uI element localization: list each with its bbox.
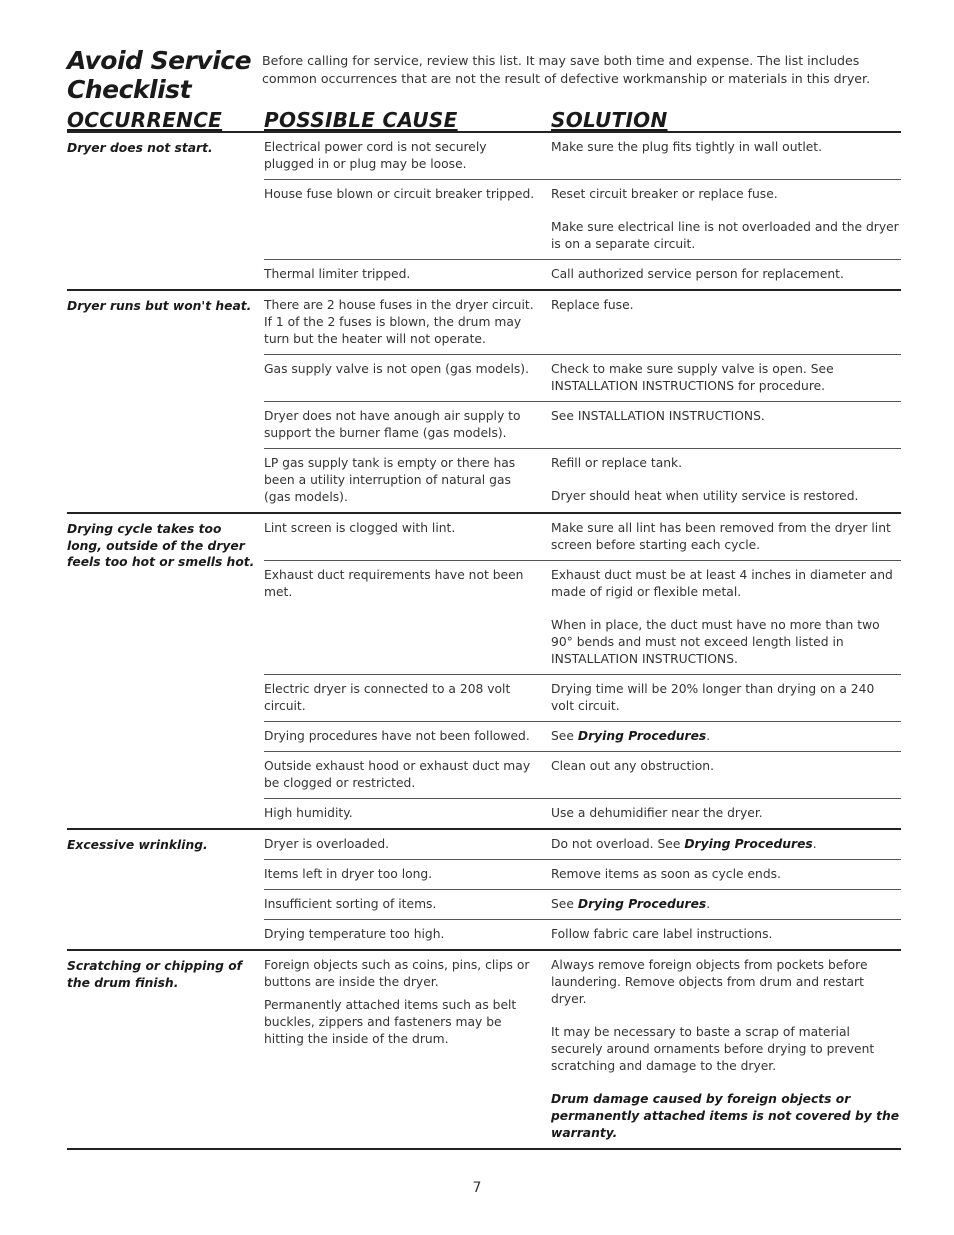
occurrence-group — [67, 951, 901, 1150]
possible-cause: Dryer is overloaded. — [264, 837, 390, 851]
occurrence-label: Dryer does not start. — [67, 141, 213, 155]
solutions — [551, 799, 901, 828]
possible-cause: LP gas supply tank is empty or there has been a utility interruption of natural gas (gas models). — [264, 456, 516, 504]
solutions — [551, 291, 901, 354]
solutions — [551, 920, 901, 949]
intro-text: Before calling for service, review this list. It may save both time and expense. The list includes common occurrences that are not the result of defective workmanship or materials in this dryer. — [262, 53, 871, 86]
solution-text: Clean out any obstruction. — [551, 759, 714, 773]
possible-cause: Foreign objects such as coins, pins, clips or buttons are inside the dryer. Permanently attached items such as belt buckles, zippers and fasteners may be hitting the inside of the drum. — [264, 958, 530, 1046]
occurrence-label: Dryer runs but won't heat. — [67, 299, 252, 313]
possible-cause: High humidity. — [264, 806, 353, 820]
solution-text: Dryer should heat when utility service is restored. — [551, 489, 859, 503]
solutions — [551, 260, 901, 289]
solution-text: Always remove foreign objects from pockets before laundering. Remove objects from drum and restart dryer. — [551, 958, 868, 1006]
header-possible-cause: POSSIBLE CAUSE — [264, 108, 458, 132]
solution-text: Follow fabric care label instructions. — [551, 927, 773, 941]
possible-cause: Gas supply valve is not open (gas models). — [264, 362, 530, 376]
column-headers — [67, 105, 901, 133]
header-block — [67, 46, 901, 104]
table-row — [264, 560, 901, 674]
table-row — [264, 889, 901, 919]
warranty-note: Drum damage caused by foreign objects or permanently attached items is not covered by the warranty. — [551, 1092, 900, 1140]
table-row — [264, 354, 901, 401]
solution-text: Make sure electrical line is not overloaded and the dryer is on a separate circuit. — [551, 220, 899, 251]
occurrence-label: Drying cycle takes too long, outside of the dryer feels too hot or smells hot. — [67, 522, 255, 569]
possible-cause: Thermal limiter tripped. — [264, 267, 411, 281]
solutions — [551, 561, 901, 674]
possible-cause: Insufficient sorting of items. — [264, 897, 437, 911]
header-occurrence: OCCURRENCE — [67, 108, 223, 132]
solution-text: Reset circuit breaker or replace fuse. — [551, 187, 778, 201]
table-row — [264, 674, 901, 721]
table-row — [264, 448, 901, 512]
solutions — [551, 675, 901, 721]
table-row — [264, 830, 901, 859]
solution-text: Drying time will be 20% longer than drying on a 240 volt circuit. — [551, 682, 875, 713]
cause-rows — [264, 514, 901, 828]
solution-text: Refill or replace tank. — [551, 456, 683, 470]
possible-cause: Lint screen is clogged with lint. — [264, 521, 456, 535]
cause-rows — [264, 291, 901, 512]
solution-text: See INSTALLATION INSTRUCTIONS. — [551, 409, 765, 423]
table-row — [264, 751, 901, 798]
table-row — [264, 859, 901, 889]
occurrence-label: Scratching or chipping of the drum finish. — [67, 959, 242, 990]
solution-text: Do not overload. See Drying Procedures. — [551, 837, 817, 851]
checklist-table — [67, 133, 901, 1150]
solution-text: It may be necessary to baste a scrap of material securely around ornaments before drying to prevent scratching and damage to the dryer. — [551, 1025, 875, 1073]
possible-cause: Outside exhaust hood or exhaust duct may be clogged or restricted. — [264, 759, 531, 790]
solutions — [551, 180, 901, 259]
solution-text: Remove items as soon as cycle ends. — [551, 867, 781, 881]
occurrence-group — [67, 830, 901, 951]
table-row — [264, 401, 901, 448]
table-row — [264, 721, 901, 751]
occurrence-group — [67, 133, 901, 291]
table-row — [264, 291, 901, 354]
table-row — [264, 798, 901, 828]
possible-cause: Drying procedures have not been followed. — [264, 729, 530, 743]
solution-text: When in place, the duct must have no more than two 90° bends and must not exceed length listed in INSTALLATION INSTRUCTIONS. — [551, 618, 880, 666]
solutions — [551, 752, 901, 798]
cause-rows — [264, 951, 901, 1148]
occurrence-group — [67, 291, 901, 514]
solution-text: Call authorized service person for replacement. — [551, 267, 844, 281]
solution-text: See Drying Procedures. — [551, 729, 711, 743]
header-solution: SOLUTION — [551, 108, 668, 132]
cause-rows — [264, 133, 901, 289]
possible-cause: There are 2 house fuses in the dryer circuit. If 1 of the 2 fuses is blown, the drum may turn but the heater will not operate. — [264, 298, 534, 346]
solutions — [551, 890, 901, 919]
solution-text: Make sure all lint has been removed from the dryer lint screen before starting each cycle. — [551, 521, 891, 552]
solutions — [551, 133, 901, 179]
occurrence-group — [67, 514, 901, 830]
solutions — [551, 860, 901, 889]
cause-rows — [264, 830, 901, 949]
table-row — [264, 951, 901, 1148]
solution-text: Replace fuse. — [551, 298, 634, 312]
possible-cause: Exhaust duct requirements have not been met. — [264, 568, 524, 599]
possible-cause: Electrical power cord is not securely plugged in or plug may be loose. — [264, 140, 487, 171]
page-title: Avoid Service Checklist — [67, 46, 252, 104]
solutions — [551, 355, 901, 401]
solutions — [551, 402, 901, 448]
table-row — [264, 259, 901, 289]
solution-text: Make sure the plug fits tightly in wall outlet. — [551, 140, 823, 154]
solution-text: Check to make sure supply valve is open. See INSTALLATION INSTRUCTIONS for procedure. — [551, 362, 834, 393]
table-row — [264, 514, 901, 560]
solutions — [551, 951, 901, 1148]
occurrence-label: Excessive wrinkling. — [67, 838, 208, 852]
possible-cause: Items left in dryer too long. — [264, 867, 433, 881]
table-row — [264, 919, 901, 949]
solution-text: See Drying Procedures. — [551, 897, 711, 911]
possible-cause: House fuse blown or circuit breaker tripped. — [264, 187, 535, 201]
table-row — [264, 133, 901, 179]
possible-cause: Electric dryer is connected to a 208 volt circuit. — [264, 682, 511, 713]
page-number: 7 — [472, 1180, 482, 1196]
possible-cause: Drying temperature too high. — [264, 927, 445, 941]
solutions — [551, 722, 901, 751]
solutions — [551, 449, 901, 512]
solutions — [551, 830, 901, 859]
possible-cause: Dryer does not have anough air supply to support the burner flame (gas models). — [264, 409, 521, 440]
solution-text: Exhaust duct must be at least 4 inches in diameter and made of rigid or flexible metal. — [551, 568, 893, 599]
solution-text: Use a dehumidifier near the dryer. — [551, 806, 763, 820]
solutions — [551, 514, 901, 560]
checklist-page — [67, 46, 901, 1150]
table-row — [264, 179, 901, 259]
